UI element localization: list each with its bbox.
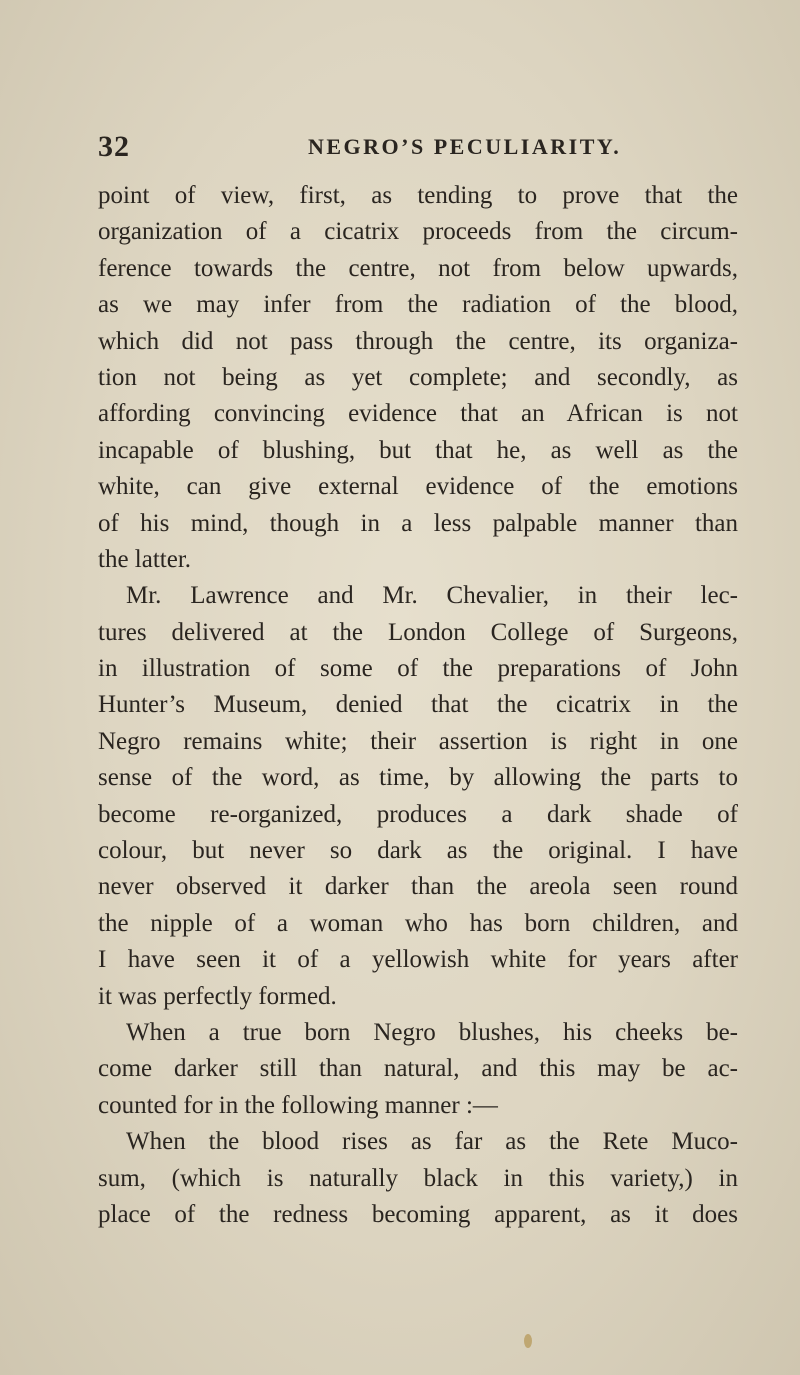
- text-line: When a true born Negro blushes, his cheeks be-: [126, 1018, 738, 1046]
- text-line: Mr. Lawrence and Mr. Chevalier, in their lec-: [126, 582, 738, 610]
- text-line: it was perfectly formed.: [98, 982, 337, 1010]
- text-line: as we may infer from the radiation of the blood,: [98, 291, 738, 319]
- page-header: [98, 130, 738, 170]
- text-line: colour, but never so dark as the original. I have: [98, 837, 738, 865]
- ink-blot-mark: [524, 1334, 532, 1348]
- text-line: affording convincing evidence that an African is not: [98, 400, 738, 428]
- text-line: the latter.: [98, 545, 192, 573]
- text-line: tion not being as yet complete; and secondly, as: [98, 363, 738, 391]
- page-number: 32: [98, 130, 130, 163]
- text-line: sum, (which is naturally black in this variety,) in: [98, 1164, 738, 1192]
- text-line: of his mind, though in a less palpable manner than: [98, 509, 738, 537]
- text-line: become re-organized, produces a dark shade of: [98, 800, 738, 828]
- text-line: When the blood rises as far as the Rete Muco-: [126, 1128, 738, 1156]
- text-line: ference towards the centre, not from below upwards,: [98, 254, 738, 282]
- text-line: tures delivered at the London College of Surgeons,: [98, 618, 738, 646]
- text-line: white, can give external evidence of the emotions: [98, 473, 738, 501]
- text-line: incapable of blushing, but that he, as well as the: [98, 436, 738, 464]
- text-line: I have seen it of a yellowish white for years after: [98, 946, 738, 974]
- text-line: which did not pass through the centre, its organiza-: [98, 327, 738, 355]
- running-head: NEGRO’S PECULIARITY.: [308, 134, 622, 159]
- text-line: never observed it darker than the areola seen round: [98, 873, 738, 901]
- text-line: Negro remains white; their assertion is right in one: [98, 727, 738, 755]
- text-line: organization of a cicatrix proceeds from the circum-: [98, 218, 738, 246]
- text-line: place of the redness becoming apparent, as it does: [98, 1200, 738, 1228]
- text-line: sense of the word, as time, by allowing the parts to: [98, 764, 738, 792]
- text-line: come darker still than natural, and this may be ac-: [98, 1055, 738, 1083]
- text-line: the nipple of a woman who has born children, and: [98, 909, 738, 937]
- text-line: point of view, first, as tending to prove that the: [98, 182, 738, 209]
- text-line: counted for in the following manner :—: [98, 1091, 498, 1119]
- text-line: in illustration of some of the preparations of John: [98, 655, 738, 683]
- text-line: Hunter’s Museum, denied that the cicatrix in the: [98, 691, 738, 719]
- body-text: [98, 178, 738, 1233]
